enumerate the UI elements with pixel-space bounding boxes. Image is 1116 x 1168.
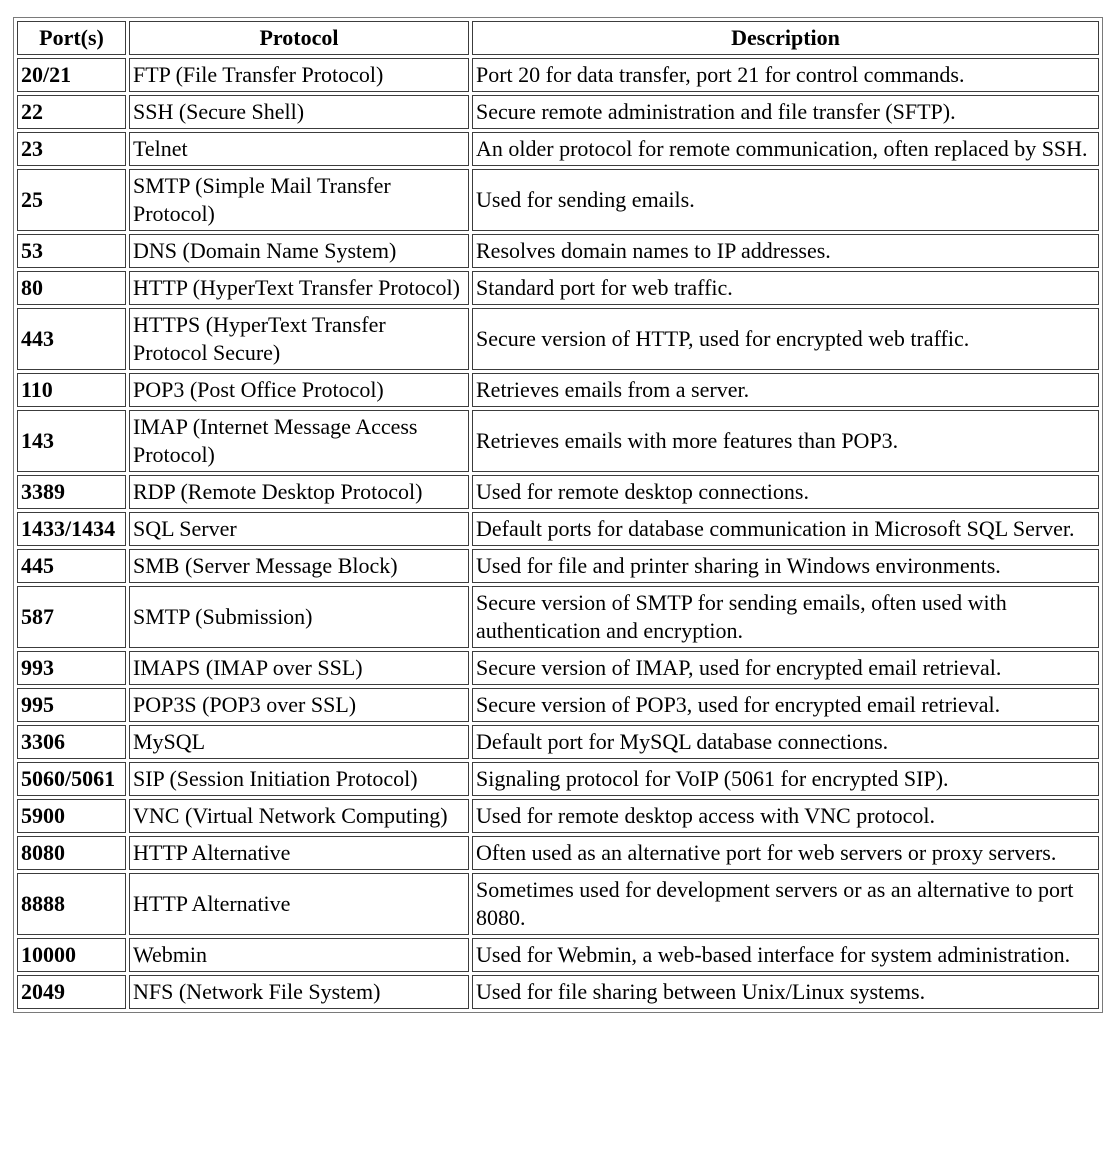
table-row — [17, 688, 1099, 722]
description-cell: Signaling protocol for VoIP (5061 for encrypted SIP). — [472, 762, 1099, 796]
port-cell: 23 — [17, 132, 126, 166]
port-cell: 10000 — [17, 938, 126, 972]
table-row — [17, 836, 1099, 870]
port-cell: 8080 — [17, 836, 126, 870]
protocol-cell: HTTP Alternative — [129, 836, 469, 870]
table-row — [17, 132, 1099, 166]
protocol-cell: VNC (Virtual Network Computing) — [129, 799, 469, 833]
description-cell: Retrieves emails from a server. — [472, 373, 1099, 407]
protocol-cell: Webmin — [129, 938, 469, 972]
table-row — [17, 475, 1099, 509]
protocol-cell: SSH (Secure Shell) — [129, 95, 469, 129]
port-cell: 3306 — [17, 725, 126, 759]
protocol-cell: DNS (Domain Name System) — [129, 234, 469, 268]
protocol-cell: HTTP (HyperText Transfer Protocol) — [129, 271, 469, 305]
protocol-cell: SMTP (Submission) — [129, 586, 469, 648]
table-row — [17, 234, 1099, 268]
table-row — [17, 762, 1099, 796]
description-cell: Used for remote desktop connections. — [472, 475, 1099, 509]
description-cell: Default ports for database communication in Microsoft SQL Server. — [472, 512, 1099, 546]
description-cell: An older protocol for remote communication, often replaced by SSH. — [472, 132, 1099, 166]
description-cell: Retrieves emails with more features than POP3. — [472, 410, 1099, 472]
header-ports: Port(s) — [17, 21, 126, 55]
protocol-cell: POP3S (POP3 over SSL) — [129, 688, 469, 722]
port-cell: 22 — [17, 95, 126, 129]
port-cell: 8888 — [17, 873, 126, 935]
description-cell: Used for Webmin, a web-based interface for system administration. — [472, 938, 1099, 972]
port-cell: 110 — [17, 373, 126, 407]
protocol-cell: POP3 (Post Office Protocol) — [129, 373, 469, 407]
description-cell: Used for sending emails. — [472, 169, 1099, 231]
table-row — [17, 373, 1099, 407]
description-cell: Used for file sharing between Unix/Linux systems. — [472, 975, 1099, 1009]
description-cell: Secure version of IMAP, used for encrypted email retrieval. — [472, 651, 1099, 685]
protocol-cell: SMTP (Simple Mail Transfer Protocol) — [129, 169, 469, 231]
protocol-cell: RDP (Remote Desktop Protocol) — [129, 475, 469, 509]
port-cell: 53 — [17, 234, 126, 268]
table-row — [17, 512, 1099, 546]
table-body — [17, 58, 1099, 1009]
port-cell: 1433/1434 — [17, 512, 126, 546]
protocol-cell: HTTP Alternative — [129, 873, 469, 935]
table-row — [17, 169, 1099, 231]
table-row — [17, 410, 1099, 472]
protocol-cell: IMAPS (IMAP over SSL) — [129, 651, 469, 685]
port-cell: 587 — [17, 586, 126, 648]
ports-table-wrapper — [13, 17, 1103, 1013]
header-protocol: Protocol — [129, 21, 469, 55]
table-row — [17, 586, 1099, 648]
description-cell: Secure remote administration and file transfer (SFTP). — [472, 95, 1099, 129]
port-cell: 2049 — [17, 975, 126, 1009]
header-description: Description — [472, 21, 1099, 55]
protocol-cell: SQL Server — [129, 512, 469, 546]
description-cell: Secure version of SMTP for sending emails, often used with authentication and encryption. — [472, 586, 1099, 648]
port-cell: 3389 — [17, 475, 126, 509]
description-cell: Port 20 for data transfer, port 21 for control commands. — [472, 58, 1099, 92]
description-cell: Used for file and printer sharing in Windows environments. — [472, 549, 1099, 583]
description-cell: Sometimes used for development servers or as an alternative to port 8080. — [472, 873, 1099, 935]
port-cell: 995 — [17, 688, 126, 722]
port-cell: 20/21 — [17, 58, 126, 92]
table-row — [17, 549, 1099, 583]
header-row — [17, 21, 1099, 55]
table-row — [17, 308, 1099, 370]
table-row — [17, 975, 1099, 1009]
port-cell: 80 — [17, 271, 126, 305]
protocol-cell: Telnet — [129, 132, 469, 166]
ports-table — [13, 17, 1103, 1013]
protocol-cell: FTP (File Transfer Protocol) — [129, 58, 469, 92]
table-row — [17, 938, 1099, 972]
port-cell: 443 — [17, 308, 126, 370]
description-cell: Secure version of HTTP, used for encrypted web traffic. — [472, 308, 1099, 370]
port-cell: 5060/5061 — [17, 762, 126, 796]
port-cell: 25 — [17, 169, 126, 231]
table-row — [17, 58, 1099, 92]
table-row — [17, 873, 1099, 935]
table-row — [17, 271, 1099, 305]
table-row — [17, 651, 1099, 685]
protocol-cell: MySQL — [129, 725, 469, 759]
description-cell: Secure version of POP3, used for encrypted email retrieval. — [472, 688, 1099, 722]
protocol-cell: HTTPS (HyperText Transfer Protocol Secure) — [129, 308, 469, 370]
table-row — [17, 725, 1099, 759]
table-row — [17, 95, 1099, 129]
port-cell: 5900 — [17, 799, 126, 833]
description-cell: Resolves domain names to IP addresses. — [472, 234, 1099, 268]
description-cell: Used for remote desktop access with VNC protocol. — [472, 799, 1099, 833]
port-cell: 143 — [17, 410, 126, 472]
protocol-cell: IMAP (Internet Message Access Protocol) — [129, 410, 469, 472]
port-cell: 993 — [17, 651, 126, 685]
description-cell: Often used as an alternative port for web servers or proxy servers. — [472, 836, 1099, 870]
description-cell: Standard port for web traffic. — [472, 271, 1099, 305]
protocol-cell: SIP (Session Initiation Protocol) — [129, 762, 469, 796]
description-cell: Default port for MySQL database connections. — [472, 725, 1099, 759]
protocol-cell: NFS (Network File System) — [129, 975, 469, 1009]
protocol-cell: SMB (Server Message Block) — [129, 549, 469, 583]
port-cell: 445 — [17, 549, 126, 583]
table-row — [17, 799, 1099, 833]
